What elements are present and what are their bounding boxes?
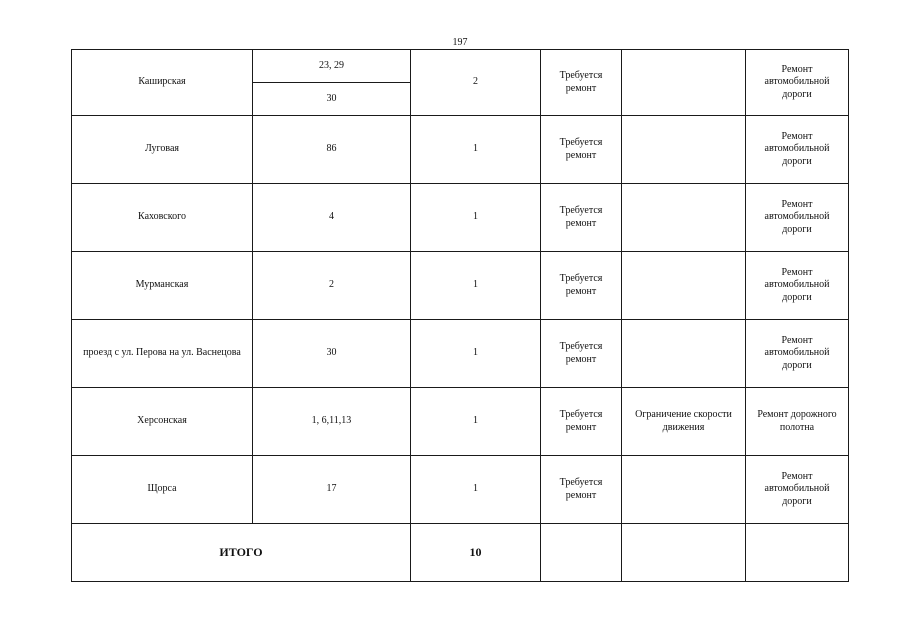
count-cell: 1	[411, 184, 541, 252]
empty-cell	[746, 524, 849, 582]
restriction-cell	[622, 50, 746, 116]
table-row	[72, 320, 849, 388]
street-cell: проезд с ул. Перова на ул. Васнецова	[72, 320, 253, 388]
count-cell: 1	[411, 252, 541, 320]
restriction-cell: Ограничение скорости движения	[622, 388, 746, 456]
house-numbers-cell: 2	[253, 252, 411, 320]
empty-cell	[622, 524, 746, 582]
table-body	[72, 50, 849, 582]
count-cell: 1	[411, 456, 541, 524]
action-cell: Ремонт автомобильной дороги	[746, 50, 849, 116]
street-cell: Щорса	[72, 456, 253, 524]
house-numbers-cell: 86	[253, 116, 411, 184]
house-numbers-cell: 30	[253, 83, 411, 116]
house-numbers-cell: 23, 29	[253, 50, 411, 83]
street-cell: Луговая	[72, 116, 253, 184]
house-numbers-cell: 1, 6,11,13	[253, 388, 411, 456]
table-row	[72, 116, 849, 184]
condition-cell: Требуется ремонт	[541, 252, 622, 320]
total-row	[72, 524, 849, 582]
condition-cell: Требуется ремонт	[541, 116, 622, 184]
count-cell: 2	[411, 50, 541, 116]
street-cell: Каширская	[72, 50, 253, 116]
count-cell: 1	[411, 320, 541, 388]
condition-cell: Требуется ремонт	[541, 388, 622, 456]
restriction-cell	[622, 184, 746, 252]
page-number: 197	[452, 37, 468, 48]
action-cell: Ремонт автомобильной дороги	[746, 320, 849, 388]
action-cell: Ремонт автомобильной дороги	[746, 456, 849, 524]
condition-cell: Требуется ремонт	[541, 184, 622, 252]
empty-cell	[541, 524, 622, 582]
condition-cell: Требуется ремонт	[541, 320, 622, 388]
table-row	[72, 252, 849, 320]
street-cell: Мурманская	[72, 252, 253, 320]
table-row	[72, 50, 849, 83]
action-cell: Ремонт автомобильной дороги	[746, 252, 849, 320]
condition-cell: Требуется ремонт	[541, 50, 622, 116]
table-row	[72, 184, 849, 252]
house-numbers-cell: 4	[253, 184, 411, 252]
restriction-cell	[622, 456, 746, 524]
condition-cell: Требуется ремонт	[541, 456, 622, 524]
total-label: ИТОГО	[72, 524, 411, 582]
action-cell: Ремонт автомобильной дороги	[746, 116, 849, 184]
count-cell: 1	[411, 388, 541, 456]
house-numbers-cell: 30	[253, 320, 411, 388]
table-row	[72, 456, 849, 524]
count-cell: 1	[411, 116, 541, 184]
restriction-cell	[622, 320, 746, 388]
restriction-cell	[622, 252, 746, 320]
action-cell: Ремонт дорожного полотна	[746, 388, 849, 456]
road-repair-table	[71, 49, 849, 582]
street-cell: Каховского	[72, 184, 253, 252]
total-value: 10	[411, 524, 541, 582]
restriction-cell	[622, 116, 746, 184]
house-numbers-cell: 17	[253, 456, 411, 524]
table-row	[72, 388, 849, 456]
action-cell: Ремонт автомобильной дороги	[746, 184, 849, 252]
street-cell: Херсонская	[72, 388, 253, 456]
